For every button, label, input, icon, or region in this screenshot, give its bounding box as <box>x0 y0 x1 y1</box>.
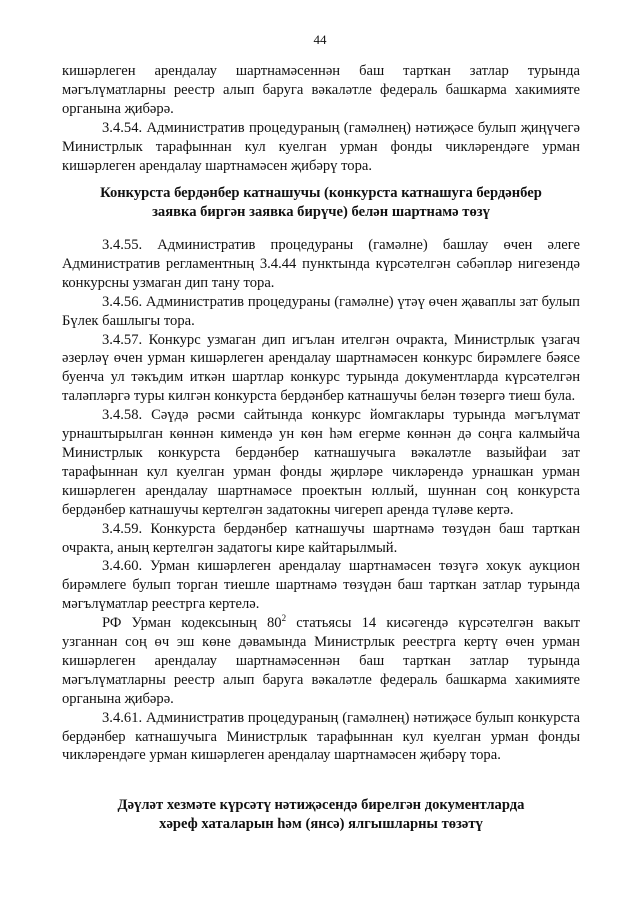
paragraph-3-4-55: 3.4.55. Административ процедураны (гамәлне) башлау өчен әлеге Административ регламентның 3.4.44 пунктында күрсәтелгән сәбәпләр нигезендә конкурсны узмаган дип тану тора. <box>62 237 580 291</box>
paragraph-3-4-61: 3.4.61. Административ процедураның (гамәлнең) нәтиҗәсе булып конкурста бердәнбер катнашучыга Министрлык тарафыннан кул куелган урман фонды чикләрендәге урман кишәрлеген арендалау шартнамәсен җибәрү тора. <box>62 709 580 764</box>
page-number: 44 <box>313 32 327 47</box>
rf-text-before: РФ Урман кодексының 80 <box>102 615 282 632</box>
paragraph-continued: кишәрлеген арендалау шартнамәсеннән баш тарткан затлар турында мәгълүматларны реестр алып баруга вәкаләтле федераль башкарма хакимияте органына җибәрә. <box>62 63 580 117</box>
text-block-1 <box>62 62 580 175</box>
paragraph-3-4-57: 3.4.57. Конкурс узмаган дип игълан ителгән очракта, Министрлык үзагач әзерләү өчен урман кишәрлеген арендалау шартнамәсен конкурс бирәмлеге бәясе буенча ул тәкъдим иткән шартлар конкурс турында документларда күрсәтелгән таләпләргә туры килгән конкурста бердәнбер катнашучы белән төзергә тиеш була. <box>62 331 580 405</box>
rf-superscript: 2 <box>281 613 287 624</box>
paragraph-3-4-54: 3.4.54. Административ процедураның (гамәлнең) нәтиҗәсе булып җиңүчегә Министрлык тарафыннан кул куелган урман фонды чикләрендәге урман кишәрлеген арендалау шартнамәсен җибәрү тора. <box>62 119 580 174</box>
heading-line-2: заявка биргән заявка бирүче) белән шартнамә төзү <box>152 204 490 220</box>
text-block-2 <box>62 236 580 765</box>
paragraph-3-4-58: 3.4.58. Сәүдә рәсми сайтында конкурс йомгаклары турында мәгълүмат урнаштырылган көннән кимендә ун көн һәм егерме көннән дә соңга калмыйча Министрлык конкурста бердәнбер катнашучыга вәкаләтле вазыйфаи зат тарафыннан кул куелган урман фонды җирләре чикләрендә урнашкан урман кишәрлеген арендалау шартнамәсе проектын юллый, шуннан соң конкурста бердәнбер катнашучы кертелгән задатокны чигереп аренда түләве кертә. <box>62 407 580 518</box>
paragraph-3-4-60: 3.4.60. Урман кишәрлеген арендалау шартнамәсен төзүгә хокук аукцион бирәмлеге булып торган тиешле шартнамә төзүдән баш тарткан затлар турында мәгълүматлар реестрга кертелә. <box>62 558 580 613</box>
heading-line-1: Дәүләт хезмәте күрсәтү нәтиҗәсендә бирелгән документларда <box>117 797 525 813</box>
section-heading-error-correction <box>62 796 580 834</box>
heading-line-1: Конкурста бердәнбер катнашучы (конкурста катнашуга бердәнбер <box>100 185 542 201</box>
paragraph-rf-forest-code <box>62 614 580 709</box>
paragraph-3-4-56: 3.4.56. Административ процедураны (гамәлне) үтәү өчен җаваплы зат булып Бүлек башлыгы тора. <box>62 293 580 329</box>
section-heading-single-participant <box>62 184 580 222</box>
heading-line-2: хәреф хаталарын һәм (янсә) ялгышларны төзәтү <box>159 816 483 832</box>
rf-text-after: статьясы 14 кисәгендә күрсәтелгән вакыт узганнан соң өч эш көне дәвамында Министрлык реестрга кертү өчен урман кишәрлеген арендалау шартнамәсеннән баш тарткан затлар турында мәгълүматларны реестр алып баруга вәкаләтле федераль башкарма хакимияте органына җибәрә. <box>62 615 580 707</box>
paragraph-3-4-59: 3.4.59. Конкурста бердәнбер катнашучы шартнамә төзүдән баш тарткан очракта, аның кертелгән задатогы кире кайтарылмый. <box>62 520 580 556</box>
